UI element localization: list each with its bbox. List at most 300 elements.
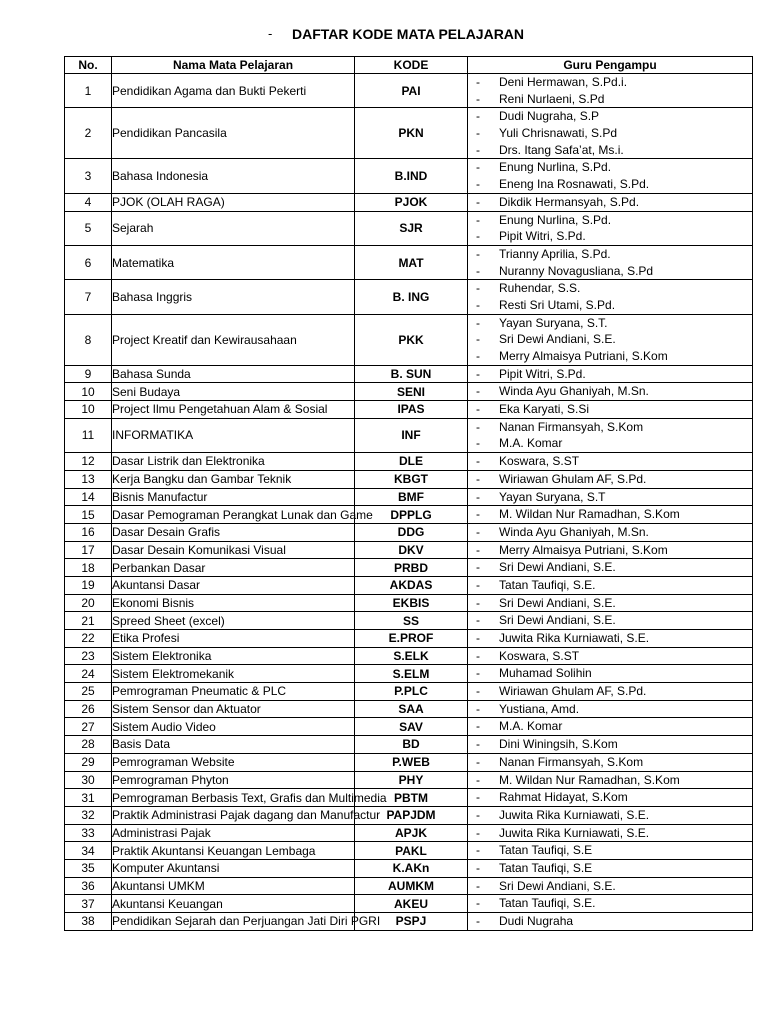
teacher-name: Eneng Ina Rosnawati, S.Pd. — [499, 177, 650, 192]
bullet-dash: - — [476, 860, 480, 875]
bullet-dash: - — [476, 507, 480, 522]
bullet-dash: - — [476, 489, 480, 504]
teacher-name: Yayan Suryana, S.T. — [499, 315, 608, 330]
teacher-entry — [468, 212, 752, 229]
teacher-entry — [468, 228, 752, 245]
bullet-dash: - — [476, 91, 480, 106]
bullet-dash: - — [476, 524, 480, 539]
teacher-cell — [468, 630, 753, 648]
subject-name: Akuntansi UMKM — [112, 877, 355, 895]
bullet-dash: - — [476, 701, 480, 716]
row-number: 5 — [65, 211, 112, 245]
teacher-entry — [468, 718, 752, 735]
subject-name: Sejarah — [112, 211, 355, 245]
table-row — [65, 700, 753, 718]
subject-code: PJOK — [355, 193, 468, 211]
teacher-entry — [468, 895, 752, 912]
subject-code: P.PLC — [355, 683, 468, 701]
teacher-entry — [468, 453, 752, 470]
teacher-cell — [468, 211, 753, 245]
table-row — [65, 665, 753, 683]
teacher-entry — [468, 280, 752, 297]
table-row — [65, 842, 753, 860]
teacher-name: Rahmat Hidayat, S.Kom — [499, 790, 628, 805]
teacher-name: Pipit Witri, S.Pd. — [499, 366, 586, 381]
teacher-name: Merry Almaisya Putriani, S.Kom — [499, 542, 668, 557]
row-number: 37 — [65, 895, 112, 913]
table-row — [65, 365, 753, 383]
bullet-dash: - — [476, 246, 480, 261]
subject-name: Ekonomi Bisnis — [112, 594, 355, 612]
teacher-name: Ruhendar, S.S. — [499, 281, 581, 296]
bullet-dash: - — [476, 194, 480, 209]
subject-code: AKEU — [355, 895, 468, 913]
subject-code: BMF — [355, 488, 468, 506]
subject-code: PKK — [355, 314, 468, 365]
bullet-dash: - — [476, 613, 480, 628]
subject-code: PHY — [355, 771, 468, 789]
subject-name: Pendidikan Pancasila — [112, 108, 355, 159]
teacher-cell — [468, 718, 753, 736]
subject-code: B. SUN — [355, 365, 468, 383]
table-row — [65, 718, 753, 736]
teacher-cell — [468, 245, 753, 279]
teacher-name: M. Wildan Nur Ramadhan, S.Kom — [499, 507, 680, 522]
row-number: 21 — [65, 612, 112, 630]
teacher-cell — [468, 877, 753, 895]
teacher-entry — [468, 401, 752, 418]
bullet-dash: - — [476, 315, 480, 330]
row-number: 26 — [65, 700, 112, 718]
bullet-dash: - — [476, 914, 480, 928]
teacher-entry — [468, 807, 752, 824]
bullet-dash: - — [476, 807, 480, 822]
table-row — [65, 506, 753, 524]
row-number: 17 — [65, 541, 112, 559]
teacher-entry — [468, 630, 752, 647]
teacher-cell — [468, 842, 753, 860]
teacher-entry — [468, 612, 752, 629]
subject-code: PKN — [355, 108, 468, 159]
bullet-dash: - — [476, 75, 480, 89]
row-number: 7 — [65, 280, 112, 314]
teacher-name: M.A. Komar — [499, 436, 563, 451]
teacher-cell — [468, 488, 753, 506]
teacher-name: Koswara, S.ST — [499, 454, 580, 469]
subject-code: PSPJ — [355, 913, 468, 931]
subject-name: Spreed Sheet (excel) — [112, 612, 355, 630]
subject-code: PRBD — [355, 559, 468, 577]
row-number: 10 — [65, 401, 112, 419]
subject-name: Praktik Akuntansi Keuangan Lembaga — [112, 842, 355, 860]
teacher-cell — [468, 559, 753, 577]
table-row — [65, 453, 753, 471]
row-number: 30 — [65, 771, 112, 789]
teacher-name: Dudi Nugraha, S.P — [499, 109, 600, 124]
teacher-cell — [468, 506, 753, 524]
teacher-name: Trianny Aprilia, S.Pd. — [499, 246, 611, 261]
subject-code: DPPLG — [355, 506, 468, 524]
teacher-entry — [468, 860, 752, 877]
subject-code: DLE — [355, 453, 468, 471]
teacher-name: M.A. Komar — [499, 719, 563, 734]
teacher-cell — [468, 418, 753, 452]
teacher-entry — [468, 366, 752, 383]
teacher-name: Yuli Chrisnawati, S.Pd — [499, 126, 618, 141]
row-number: 25 — [65, 683, 112, 701]
teacher-cell — [468, 74, 753, 108]
teacher-name: Resti Sri Utami, S.Pd. — [499, 297, 616, 312]
teacher-cell — [468, 647, 753, 665]
teacher-name: Dudi Nugraha — [499, 914, 574, 928]
row-number: 35 — [65, 859, 112, 877]
bullet-dash: - — [476, 402, 480, 417]
table-row — [65, 895, 753, 913]
teacher-entry — [468, 297, 752, 314]
bullet-dash: - — [476, 281, 480, 296]
row-number: 20 — [65, 594, 112, 612]
subject-name: Pendidikan Agama dan Bukti Pekerti — [112, 74, 355, 108]
teacher-name: Tatan Taufiqi, S.E. — [499, 577, 596, 592]
teacher-cell — [468, 736, 753, 754]
bullet-dash: - — [476, 160, 480, 175]
table-row — [65, 541, 753, 559]
table-row — [65, 470, 753, 488]
table-row — [65, 612, 753, 630]
subject-code: SS — [355, 612, 468, 630]
table-row — [65, 824, 753, 842]
subject-name: Sistem Sensor dan Aktuator — [112, 700, 355, 718]
teacher-cell — [468, 576, 753, 594]
subject-name: Pemrograman Pneumatic & PLC — [112, 683, 355, 701]
teacher-name: Nanan Firmansyah, S.Kom — [499, 419, 644, 434]
bullet-dash: - — [476, 177, 480, 192]
teacher-entry — [468, 246, 752, 263]
teacher-name: Koswara, S.ST — [499, 648, 580, 663]
bullet-dash: - — [476, 825, 480, 840]
bullet-dash: - — [476, 737, 480, 752]
table-row — [65, 159, 753, 193]
teacher-name: Deni Hermawan, S.Pd.i. — [499, 75, 628, 89]
row-number: 23 — [65, 647, 112, 665]
subject-code: DDG — [355, 523, 468, 541]
subject-code: SAA — [355, 700, 468, 718]
teacher-entry — [468, 176, 752, 193]
row-number: 14 — [65, 488, 112, 506]
teacher-entry — [468, 471, 752, 488]
teacher-entry — [468, 74, 752, 91]
subject-name: INFORMATIKA — [112, 418, 355, 452]
subject-name: Dasar Desain Komunikasi Visual — [112, 541, 355, 559]
teacher-cell — [468, 789, 753, 807]
row-number: 15 — [65, 506, 112, 524]
table-row — [65, 771, 753, 789]
teacher-entry — [468, 108, 752, 125]
teacher-cell — [468, 383, 753, 401]
table-row — [65, 314, 753, 365]
teacher-cell — [468, 771, 753, 789]
subject-name: Project Kreatif dan Kewirausahaan — [112, 314, 355, 365]
subject-name: Bahasa Indonesia — [112, 159, 355, 193]
subject-name: Pemrograman Phyton — [112, 771, 355, 789]
subject-code: AUMKM — [355, 877, 468, 895]
subject-code: PAPJDM — [355, 806, 468, 824]
row-number: 9 — [65, 365, 112, 383]
teacher-name: Tatan Taufiqi, S.E. — [499, 896, 596, 911]
teacher-entry — [468, 701, 752, 718]
teacher-entry — [468, 683, 752, 700]
subject-name: Bahasa Sunda — [112, 365, 355, 383]
teacher-name: Dini Winingsih, S.Kom — [499, 737, 618, 752]
teacher-cell — [468, 541, 753, 559]
subject-name: Bisnis Manufactur — [112, 488, 355, 506]
subject-code: S.ELK — [355, 647, 468, 665]
subject-code: B. ING — [355, 280, 468, 314]
bullet-dash: - — [476, 366, 480, 381]
table-row — [65, 383, 753, 401]
subject-code: P.WEB — [355, 753, 468, 771]
bullet-dash: - — [476, 436, 480, 451]
bullet-dash: - — [476, 126, 480, 141]
row-number: 27 — [65, 718, 112, 736]
subject-name: Komputer Akuntansi — [112, 859, 355, 877]
row-number: 34 — [65, 842, 112, 860]
teacher-name: Yustiana, Amd. — [499, 701, 580, 716]
teacher-name: Juwita Rika Kurniawati, S.E. — [499, 631, 650, 645]
teacher-cell — [468, 683, 753, 701]
teacher-cell — [468, 612, 753, 630]
teacher-name: Sri Dewi Andiani, S.E. — [499, 595, 616, 610]
subject-code: IPAS — [355, 401, 468, 419]
teacher-cell — [468, 895, 753, 913]
subject-name: Project Ilmu Pengetahuan Alam & Sosial — [112, 401, 355, 419]
teacher-entry — [468, 489, 752, 506]
row-number: 8 — [65, 314, 112, 365]
subject-code: SAV — [355, 718, 468, 736]
row-number: 6 — [65, 245, 112, 279]
table-row — [65, 418, 753, 452]
bullet-dash: - — [476, 878, 480, 893]
subject-code: PBTM — [355, 789, 468, 807]
subject-name: Pemrograman Website — [112, 753, 355, 771]
subject-name: Dasar Pemograman Perangkat Lunak dan Game — [112, 507, 373, 522]
teacher-entry — [468, 315, 752, 332]
teacher-entry — [468, 331, 752, 348]
teacher-name: Juwita Rika Kurniawati, S.E. — [499, 807, 650, 822]
subject-name: Matematika — [112, 245, 355, 279]
row-number: 16 — [65, 523, 112, 541]
subject-name: Basis Data — [112, 736, 355, 754]
subject-code: SJR — [355, 211, 468, 245]
subject-name: Bahasa Inggris — [112, 280, 355, 314]
teacher-cell — [468, 159, 753, 193]
subject-code: INF — [355, 418, 468, 452]
teacher-entry — [468, 419, 752, 436]
table-row — [65, 913, 753, 931]
table-row — [65, 630, 753, 648]
row-number: 36 — [65, 877, 112, 895]
subject-name: Kerja Bangku dan Gambar Teknik — [112, 470, 355, 488]
row-number: 28 — [65, 736, 112, 754]
table-row — [65, 683, 753, 701]
row-number: 4 — [65, 193, 112, 211]
teacher-cell — [468, 365, 753, 383]
bullet-dash: - — [476, 109, 480, 124]
subject-name: Perbankan Dasar — [112, 559, 355, 577]
teacher-cell — [468, 824, 753, 842]
row-number: 2 — [65, 108, 112, 159]
teacher-name: Sri Dewi Andiani, S.E. — [499, 560, 616, 575]
subject-code: B.IND — [355, 159, 468, 193]
table-row — [65, 753, 753, 771]
bullet-dash: - — [476, 648, 480, 663]
table-row — [65, 806, 753, 824]
teacher-entry — [468, 348, 752, 365]
teacher-cell — [468, 753, 753, 771]
teacher-name: Merry Almaisya Putriani, S.Kom — [499, 349, 668, 363]
table-row — [65, 488, 753, 506]
row-number: 10 — [65, 383, 112, 401]
bullet-dash: - — [476, 263, 480, 278]
teacher-entry — [468, 665, 752, 682]
teacher-name: Sri Dewi Andiani, S.E. — [499, 878, 616, 893]
bullet-dash: - — [476, 454, 480, 469]
teacher-cell — [468, 193, 753, 211]
table-row — [65, 74, 753, 108]
row-number: 18 — [65, 559, 112, 577]
subject-name: Dasar Listrik dan Elektronika — [112, 453, 355, 471]
row-number: 13 — [65, 470, 112, 488]
table-row — [65, 576, 753, 594]
teacher-cell — [468, 700, 753, 718]
teacher-name: Wiriawan Ghulam AF, S.Pd. — [499, 471, 647, 486]
teacher-name: Nuranny Novagusliana, S.Pd — [499, 263, 654, 278]
bullet-dash: - — [476, 666, 480, 681]
teacher-cell — [468, 401, 753, 419]
row-number: 22 — [65, 630, 112, 648]
teacher-cell — [468, 665, 753, 683]
subject-code: KBGT — [355, 470, 468, 488]
table-row — [65, 559, 753, 577]
subject-name: Sistem Audio Video — [112, 718, 355, 736]
row-number: 32 — [65, 806, 112, 824]
bullet-dash: - — [476, 297, 480, 312]
subject-name: PJOK (OLAH RAGA) — [112, 193, 355, 211]
teacher-entry — [468, 913, 752, 930]
teacher-name: Sri Dewi Andiani, S.E. — [499, 613, 616, 628]
bullet-dash: - — [476, 384, 480, 399]
subject-code: SENI — [355, 383, 468, 401]
teacher-name: Pipit Witri, S.Pd. — [499, 229, 586, 244]
header-teacher: Guru Pengampu — [468, 57, 753, 74]
subject-name: Etika Profesi — [112, 630, 355, 648]
table-row — [65, 211, 753, 245]
subject-name: Akuntansi Dasar — [112, 576, 355, 594]
subject-code: DKV — [355, 541, 468, 559]
row-number: 3 — [65, 159, 112, 193]
header-no: No. — [65, 57, 112, 74]
subject-name: Akuntansi Keuangan — [112, 895, 355, 913]
teacher-name: Eka Karyati, S.Si — [499, 402, 590, 417]
teacher-entry — [468, 383, 752, 400]
subject-code: K.AKn — [355, 859, 468, 877]
table-row — [65, 245, 753, 279]
bullet-dash: - — [476, 577, 480, 592]
subject-code: PAI — [355, 74, 468, 108]
subject-name: Administrasi Pajak — [112, 824, 355, 842]
row-number: 29 — [65, 753, 112, 771]
title-text: DAFTAR KODE MATA PELAJARAN — [292, 26, 525, 42]
teacher-entry — [468, 754, 752, 771]
bullet-dash: - — [476, 332, 480, 347]
row-number: 19 — [65, 576, 112, 594]
table-row — [65, 877, 753, 895]
teacher-entry — [468, 772, 752, 789]
subject-name: Sistem Elektromekanik — [112, 665, 355, 683]
bullet-dash: - — [476, 754, 480, 769]
table-row — [65, 789, 753, 807]
subject-name: Seni Budaya — [112, 383, 355, 401]
teacher-entry — [468, 595, 752, 612]
subject-name: Praktik Administrasi Pajak dagang dan Manufactur — [112, 808, 381, 823]
teacher-entry — [468, 648, 752, 665]
bullet-dash: - — [476, 212, 480, 227]
bullet-dash: - — [476, 142, 480, 157]
bullet-dash: - — [476, 349, 480, 363]
subject-code: EKBIS — [355, 594, 468, 612]
table-row — [65, 280, 753, 314]
bullet-dash: - — [476, 229, 480, 244]
row-number: 12 — [65, 453, 112, 471]
teacher-entry — [468, 825, 752, 842]
bullet-dash: - — [476, 560, 480, 575]
teacher-entry — [468, 142, 752, 159]
teacher-entry — [468, 542, 752, 559]
bullet-dash: - — [476, 719, 480, 734]
teacher-name: Reni Nurlaeni, S.Pd — [499, 91, 605, 106]
row-number: 31 — [65, 789, 112, 807]
row-number: 1 — [65, 74, 112, 108]
teacher-name: Winda Ayu Ghaniyah, M.Sn. — [499, 384, 649, 399]
subject-code: BD — [355, 736, 468, 754]
title-dash: - — [268, 26, 273, 41]
table-body — [65, 74, 753, 931]
teacher-name: Enung Nurlina, S.Pd. — [499, 212, 612, 227]
header-code: KODE — [355, 57, 468, 74]
teacher-name: Winda Ayu Ghaniyah, M.Sn. — [499, 524, 649, 539]
table-row — [65, 401, 753, 419]
teacher-entry — [468, 263, 752, 280]
table-row — [65, 736, 753, 754]
teacher-entry — [468, 506, 752, 523]
subject-name: Pemrograman Berbasis Text, Grafis dan Multimedia — [112, 790, 387, 805]
teacher-cell — [468, 594, 753, 612]
subject-code: S.ELM — [355, 665, 468, 683]
teacher-entry — [468, 789, 752, 806]
row-number: 38 — [65, 913, 112, 931]
teacher-cell — [468, 280, 753, 314]
teacher-name: Dikdik Hermansyah, S.Pd. — [499, 194, 640, 209]
teacher-name: Muhamad Solihin — [499, 666, 592, 681]
teacher-entry — [468, 125, 752, 142]
teacher-name: M. Wildan Nur Ramadhan, S.Kom — [499, 772, 680, 787]
teacher-entry — [468, 559, 752, 576]
bullet-dash: - — [476, 772, 480, 787]
bullet-dash: - — [476, 896, 480, 911]
subject-code: APJK — [355, 824, 468, 842]
subject-name: Sistem Elektronika — [112, 647, 355, 665]
header-subject-name: Nama Mata Pelajaran — [112, 57, 355, 74]
